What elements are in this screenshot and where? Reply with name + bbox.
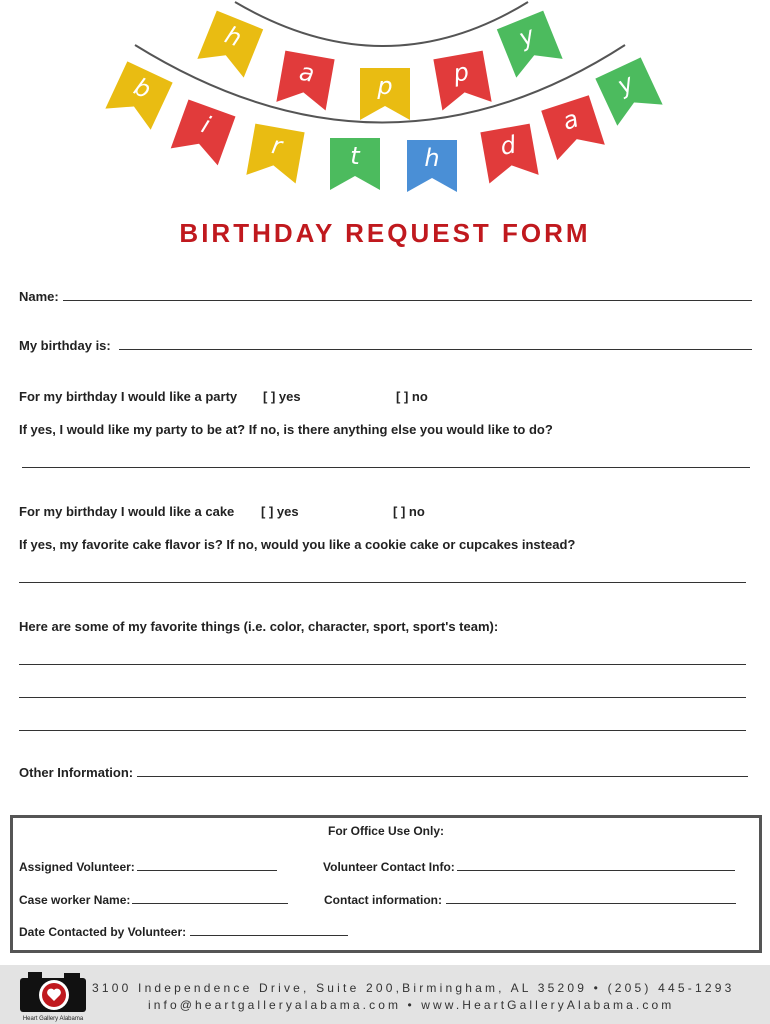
banner-flag-letter: a xyxy=(559,104,582,136)
cake-question: For my birthday I would like a cake xyxy=(19,504,235,519)
footer-contact[interactable]: info@heartgalleryalabama.com • www.HeartGalleryAlabama.com xyxy=(148,998,675,1012)
contact-information-label: Contact information: xyxy=(324,893,442,907)
caseworker-name-field[interactable] xyxy=(19,893,288,907)
assigned-volunteer-underline[interactable] xyxy=(137,860,277,871)
banner-flag xyxy=(197,11,263,78)
other-label: Other Information: xyxy=(19,765,134,780)
footer xyxy=(0,965,770,1024)
banner-flag-letter: p xyxy=(377,72,393,100)
banner-flag-letter: y xyxy=(613,68,638,101)
volunteer-contact-underline[interactable] xyxy=(457,860,735,871)
name-underline[interactable] xyxy=(63,289,752,301)
party-followup: If yes, I would like my party to be at? If no, is there anything else you would like to do? xyxy=(19,422,553,437)
favorites-label: Here are some of my favorite things (i.e. color, character, sport, sport's team): xyxy=(19,619,499,634)
date-contacted-label: Date Contacted by Volunteer: xyxy=(19,925,187,939)
party-no-checkbox[interactable]: [ ] no xyxy=(396,389,428,404)
other-underline[interactable] xyxy=(137,765,748,777)
banner-flag xyxy=(105,61,172,129)
favorites-line-1[interactable] xyxy=(19,664,746,665)
banner-flag xyxy=(246,124,304,184)
page-title: BIRTHDAY REQUEST FORM xyxy=(179,218,591,248)
banner-flag-letter: a xyxy=(297,57,317,88)
banner-flag xyxy=(595,57,662,125)
logo-text: Heart Gallery Alabama xyxy=(22,1016,84,1022)
banner-flag xyxy=(497,11,563,78)
banner-flag-letter: d xyxy=(498,130,519,161)
banner-flag-letter: i xyxy=(197,110,214,140)
other-field[interactable] xyxy=(19,765,748,780)
party-answer-line[interactable] xyxy=(22,467,750,468)
party-question: For my birthday I would like a party xyxy=(19,389,238,404)
cake-answer-line[interactable] xyxy=(19,582,746,583)
banner-flag-letter: h xyxy=(424,144,440,172)
favorites-line-2[interactable] xyxy=(19,697,746,698)
date-contacted-underline[interactable] xyxy=(190,925,348,936)
banner-flag xyxy=(407,140,457,192)
office-use-box xyxy=(10,815,762,953)
volunteer-contact-field[interactable] xyxy=(323,860,735,874)
banner-flag xyxy=(433,51,491,111)
birthday-label: My birthday is: xyxy=(19,338,111,353)
assigned-volunteer-label: Assigned Volunteer: xyxy=(19,860,135,874)
banner-flag xyxy=(276,51,334,111)
banner-flag xyxy=(330,138,380,190)
assigned-volunteer-field[interactable] xyxy=(19,860,277,874)
contact-information-underline[interactable] xyxy=(446,893,736,904)
heart-gallery-logo xyxy=(18,968,88,1022)
banner-flag-letter: p xyxy=(451,57,472,88)
volunteer-contact-label: Volunteer Contact Info: xyxy=(323,860,455,874)
happy-birthday-banner xyxy=(0,0,770,205)
birthday-underline[interactable] xyxy=(119,338,752,350)
name-field[interactable] xyxy=(19,289,752,304)
caseworker-name-label: Case worker Name: xyxy=(19,893,131,907)
cake-no-checkbox[interactable]: [ ] no xyxy=(393,504,425,519)
banner-flag xyxy=(480,124,538,184)
footer-address: 3100 Independence Drive, Suite 200,Birmingham, AL 35209 • (205) 445-1293 xyxy=(92,981,735,995)
cake-followup: If yes, my favorite cake flavor is? If no, would you like a cookie cake or cupcakes instead? xyxy=(19,537,576,552)
office-heading: For Office Use Only: xyxy=(327,824,445,838)
favorites-line-3[interactable] xyxy=(19,730,746,731)
banner-flag xyxy=(541,95,605,160)
birthday-field[interactable] xyxy=(19,338,752,353)
name-label: Name: xyxy=(19,289,59,304)
banner-flag xyxy=(360,68,410,120)
cake-yes-checkbox[interactable]: [ ] yes xyxy=(261,504,299,519)
contact-information-field[interactable] xyxy=(324,893,736,907)
date-contacted-field[interactable] xyxy=(19,925,348,939)
banner-flag xyxy=(171,99,236,165)
caseworker-name-underline[interactable] xyxy=(132,893,288,904)
banner-flag-letter: t xyxy=(350,142,360,170)
banner-string-top xyxy=(235,2,528,46)
party-yes-checkbox[interactable]: [ ] yes xyxy=(263,389,301,404)
banner-flag-letter: h xyxy=(220,20,246,53)
banner-flag-letter: b xyxy=(129,72,156,105)
banner-flag-letter: y xyxy=(514,21,539,53)
banner-flag-letter: r xyxy=(269,131,285,161)
